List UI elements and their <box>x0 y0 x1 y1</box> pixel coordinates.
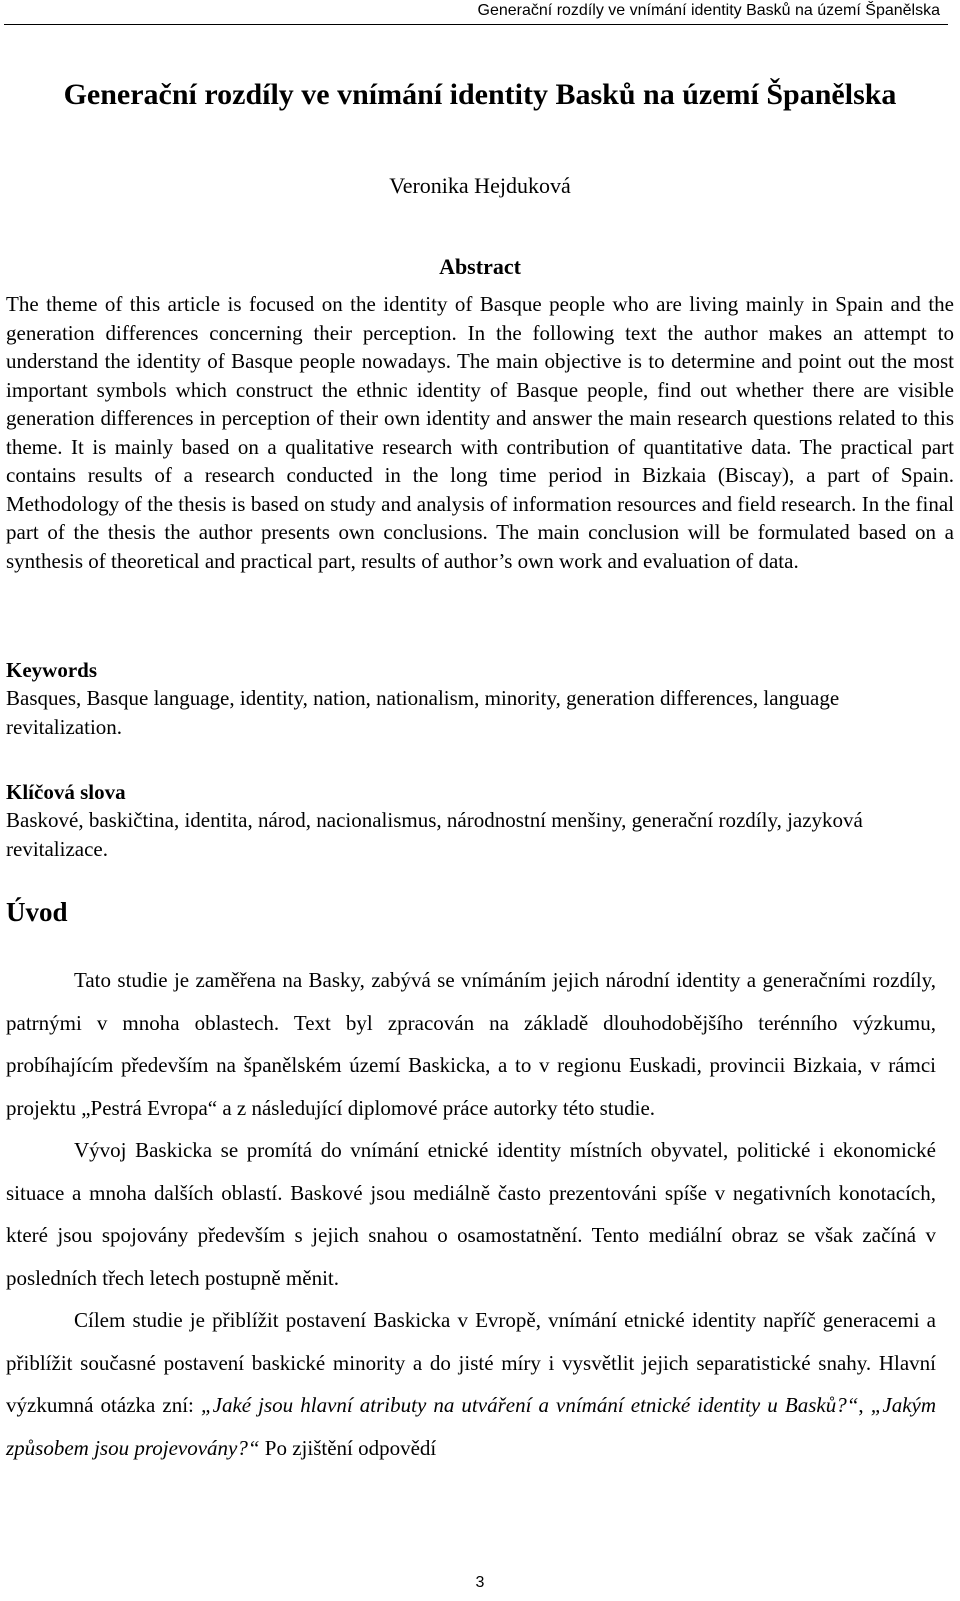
keywords-text: Basques, Basque language, identity, nation, nationalism, minority, generation differences, language revitalization. <box>6 686 840 739</box>
intro-paragraph-2: Vývoj Baskicka se promítá do vnímání etnické identity místních obyvatel, politické i ekonomické situace a mnoha dalších oblastí. Baskové jsou mediálně často prezentováni spíše v negativních konotacích, které jsou spojovány především s jejich snahou o osamostatnění. Tento mediální obraz se však začíná v posledních třech letech postupně měnit. <box>6 1138 936 1290</box>
question-separator: , <box>858 1393 871 1417</box>
article-title: Generační rozdíly ve vnímání identity Basků na území Španělska <box>63 78 897 111</box>
abstract-text: The theme of this article is focused on the identity of Basque people who are living mainly in Spain and the generation differences concerning their perception. In the following text the author makes an attempt to understand the identity of Basque people nowadays. The main objective is to determine and point out the most important symbols which construct the ethnic identity of Basque people, find out whether there are visible generation differences in perception of their own identity and answer the main research questions related to this theme. It is mainly based on a qualitative research with contribution of quantitative data. The practical part contains results of a research conducted in the long time period in Bizkaia (Biscay), a part of Spain. Methodology of the thesis is based on study and analysis of information resources and field research. In the final part of the thesis the author presents own conclusions. The main conclusion will be formulated based on a synthesis of theoretical and practical part, results of author’s own work and evaluation of data. <box>6 292 954 573</box>
research-question-2: „Jakým způsobem jsou projevovány?“ <box>6 1393 937 1460</box>
intro-paragraph-3 <box>6 1299 936 1469</box>
keywords-cz-heading: Klíčová slova <box>6 780 126 804</box>
section-heading-intro: Úvod <box>6 897 68 927</box>
author-name: Veronika Hejduková <box>389 173 571 198</box>
keywords-heading: Keywords <box>6 658 97 682</box>
research-question-1: „Jaké jsou hlavní atributy na utváření a vnímání etnické identity u Basků?“ <box>200 1393 859 1417</box>
keywords-cz-text: Baskové, baskičtina, identita, národ, nacionalismus, národnostní menšiny, generační rozdíly, jazyková revitalizace. <box>6 808 863 861</box>
intro-paragraph-1: Tato studie je zaměřena na Basky, zabývá se vnímáním jejich národní identity a generačními rozdíly, patrnými v mnoha oblastech. Text byl zpracován na základě dlouhodobějšího terénního výzkumu, probíhajícím především na španělském území Baskicka, a to v regionu Euskadi, provincii Bizkaia, v rámci projektu „Pestrá Evropa“ a z následující diplomové práce autorky této studie. <box>6 968 936 1120</box>
intro-paragraph-3-end: Po zjištění odpovědí <box>259 1435 437 1460</box>
intro-body <box>6 959 936 1469</box>
page-number: 3 <box>475 1574 485 1591</box>
running-header: Generační rozdíly ve vnímání identity Basků na území Španělska <box>477 2 940 19</box>
intro-paragraph-3-start: Cílem studie je přiblížit postavení Baskicka v Evropě, vnímání etnické identity napříč generacemi a přiblížit současné postavení baskické minority a do jisté míry i vysvětlit jejich separatistické snahy. Hlavní výzkumná otázka zní: <box>6 1308 936 1417</box>
abstract-heading: Abstract <box>439 254 521 279</box>
header-rule <box>4 24 948 25</box>
